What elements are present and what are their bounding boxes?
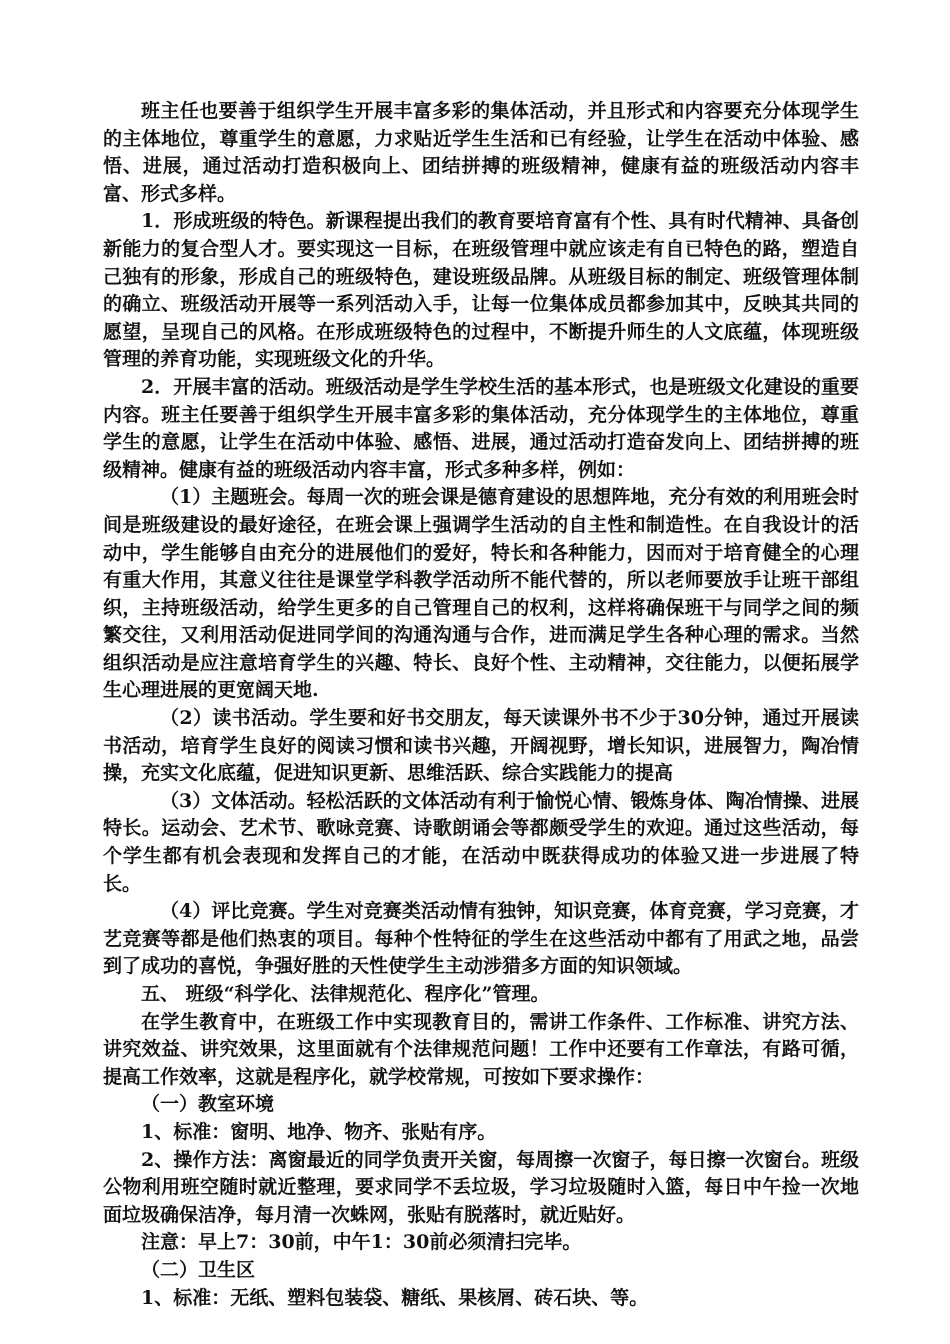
paragraph-sports-arts: （3）文体活动。轻松活跃的文体活动有利于愉悦心情、锻炼身体、陶冶情操、进展特长。运动会、艺术节、歌咏竞赛、诗歌朗诵会等都颇受学生的欢迎。通过这些活动，每个学生都有机会表现和发挥自己的才能，在活动中既获得成功的体验又进一步进展了特长。 bbox=[103, 789, 859, 895]
subheading-hygiene-area: （二）卫生区 bbox=[141, 1258, 256, 1281]
paragraph-rich-activities: 2．开展丰富的活动。班级活动是学生学校生活的基本形式，也是班级文化建设的重要内容。班主任要善于组织学生开展丰富多彩的集体活动，充分体现学生的主体地位，尊重学生的意愿，让学生在活动中体验、感悟、进展，通过活动打造奋发向上、团结拼搏的班级精神。健康有益的班级活动内容丰富，形式多种多样，例如： bbox=[103, 375, 859, 481]
paragraph-competition: （4）评比竞赛。学生对竞赛类活动情有独钟，知识竞赛，体育竞赛，学习竞赛，才艺竞赛等都是他们热衷的项目。每种个性特征的学生在这些活动中都有了用武之地，品尝到了成功的喜悦，争强好胜的天性使学生主动涉猎多方面的知识领域。 bbox=[103, 900, 859, 978]
paragraph-classroom-method: 2、操作方法：离窗最近的同学负责开关窗，每周擦一次窗子，每日擦一次窗台。班级公物利用班空随时就近整理，要求同学不丢垃圾，学习垃圾随时入篮，每日中午捡一次地面垃圾确保洁净，每月清一次蛛网，张贴有脱落时，就近贴好。 bbox=[103, 1148, 859, 1226]
paragraph-reading: （2）读书活动。学生要和好书交朋友，每天读课外书不少于30分钟，通过开展读书活动，培育学生良好的阅读习惯和读书兴趣，开阔视野，增长知识，进展智力，陶冶情操，充实文化底蕴，促进知识更新、思维活跃、综合实践能力的提高 bbox=[103, 707, 859, 785]
paragraph-note: 注意：早上7：30前，中午1：30前必须清扫完毕。 bbox=[141, 1231, 582, 1254]
subheading-classroom: （一）教室环境 bbox=[141, 1093, 275, 1116]
document-page bbox=[103, 98, 859, 1312]
paragraph-hygiene-standard: 1、标准：无纸、塑料包装袋、糖纸、果核屑、砖石块、等。 bbox=[141, 1286, 649, 1309]
paragraph-management: 在学生教育中，在班级工作中实现教育目的，需讲工作条件、工作标准、讲究方法、讲究效益、讲究效果，这里面就有个法律规范问题！工作中还要有工作章法，有路可循，提高工作效率，这就是程序化，就学校常规，可按如下要求操作： bbox=[103, 1010, 859, 1088]
paragraph-theme-meeting: （1）主题班会。每周一次的班会课是德育建设的思想阵地，充分有效的利用班会时间是班级建设的最好途径，在班会课上强调学生活动的自主性和制造性。在自我设计的活动中，学生能够自由充分的进展他们的爱好，特长和各种能力，因而对于培育健全的心理有重大作用，其意义往往是课堂学科教学活动所不能代替的，所以老师要放手让班干部组织，主持班级活动，给学生更多的自己管理自己的权利，这样将确保班干与同学之间的频繁交往，又利用活动促进同学间的沟通沟通与合作，进而满足学生各种心理的需求。当然组织活动是应注意培育学生的兴趣、特长、良好个性、主动精神，交往能力，以便拓展学生心理进展的更宽阔天地. bbox=[103, 486, 859, 702]
paragraph-class-feature: 1．形成班级的特色。新课程提出我们的教育要培育富有个性、具有时代精神、具备创新能力的复合型人才。要实现这一目标，在班级管理中就应该走有自已特色的路，塑造自己独有的形象，形成自己的班级特色，建设班级品牌。从班级目标的制定、班级管理体制的确立、班级活动开展等一系列活动入手，让每一位集体成员都参加其中，反映其共同的愿望，呈现自己的风格。在形成班级特色的过程中，不断提升师生的人文底蕴，体现班级管理的养育功能，实现班级文化的升华。 bbox=[103, 210, 859, 371]
section-heading-five: 五、 班级“科学化、法律规范化、程序化”管理。 bbox=[141, 983, 550, 1005]
paragraph-intro: 班主任也要善于组织学生开展丰富多彩的集体活动，并且形式和内容要充分体现学生的主体地位，尊重学生的意愿，力求贴近学生生活和已有经验，让学生在活动中体验、感悟、进展，通过活动打造积极向上、团结拼搏的班级精神，健康有益的班级活动内容丰富、形式多样。 bbox=[103, 100, 859, 205]
paragraph-classroom-standard: 1、标准：窗明、地净、物齐、张贴有序。 bbox=[141, 1120, 497, 1143]
